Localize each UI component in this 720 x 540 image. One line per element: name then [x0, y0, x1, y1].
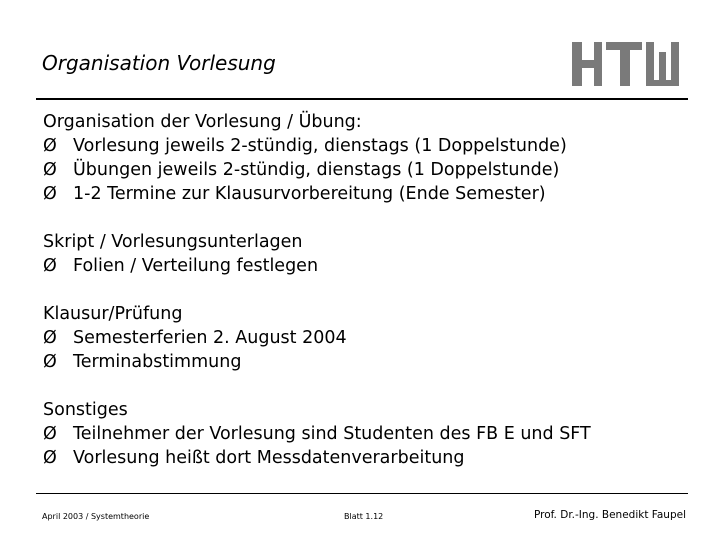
list-item — [43, 182, 567, 206]
bullet-arrow-icon: Ø — [43, 352, 57, 372]
footer-author: Prof. Dr.-Ing. Benedikt Faupel — [533, 509, 686, 521]
list-item — [43, 254, 318, 278]
bullet-arrow-icon: Ø — [43, 448, 57, 468]
bullet-arrow-icon: Ø — [43, 160, 57, 180]
title-divider — [36, 98, 688, 100]
list-item — [43, 350, 347, 374]
bullet-arrow-icon: Ø — [43, 184, 57, 204]
list-item — [43, 326, 347, 350]
list-item-text: Folien / Verteilung festlegen — [73, 256, 319, 276]
list-item-text: Vorlesung heißt dort Messdatenverarbeitung — [73, 448, 465, 468]
footer-page-number: Blatt 1.12 — [344, 512, 384, 521]
htw-logo — [570, 38, 690, 88]
section-heading: Skript / Vorlesungsunterlagen — [43, 232, 303, 252]
list-item-text: Semesterferien 2. August 2004 — [73, 328, 347, 348]
section-heading: Klausur/Prüfung — [43, 304, 183, 324]
section-heading: Organisation der Vorlesung / Übung: — [43, 112, 362, 132]
list-item-text: Terminabstimmung — [73, 352, 242, 372]
section-skript — [43, 230, 318, 278]
list-item — [43, 422, 591, 446]
section-heading: Sonstiges — [43, 400, 128, 420]
footer-divider — [36, 493, 688, 494]
bullet-arrow-icon: Ø — [43, 328, 57, 348]
list-item-text: Vorlesung jeweils 2-stündig, dienstags (1 Doppelstunde) — [73, 136, 567, 156]
footer-date-course: April 2003 / Systemtheorie — [42, 512, 150, 521]
section-klausur — [43, 302, 347, 374]
section-sonstiges — [43, 398, 591, 470]
list-item-text: 1-2 Termine zur Klausurvorbereitung (Ende Semester) — [73, 184, 546, 204]
list-item-text: Teilnehmer der Vorlesung sind Studenten des FB E und SFT — [73, 424, 591, 444]
bullet-arrow-icon: Ø — [43, 424, 57, 444]
list-item-text: Übungen jeweils 2-stündig, dienstags (1 Doppelstunde) — [73, 160, 560, 180]
list-item — [43, 446, 591, 470]
list-item — [43, 158, 567, 182]
slide-title: Organisation Vorlesung — [42, 51, 276, 75]
list-item — [43, 134, 567, 158]
bullet-arrow-icon: Ø — [43, 256, 57, 276]
bullet-arrow-icon: Ø — [43, 136, 57, 156]
section-organisation — [43, 110, 567, 206]
